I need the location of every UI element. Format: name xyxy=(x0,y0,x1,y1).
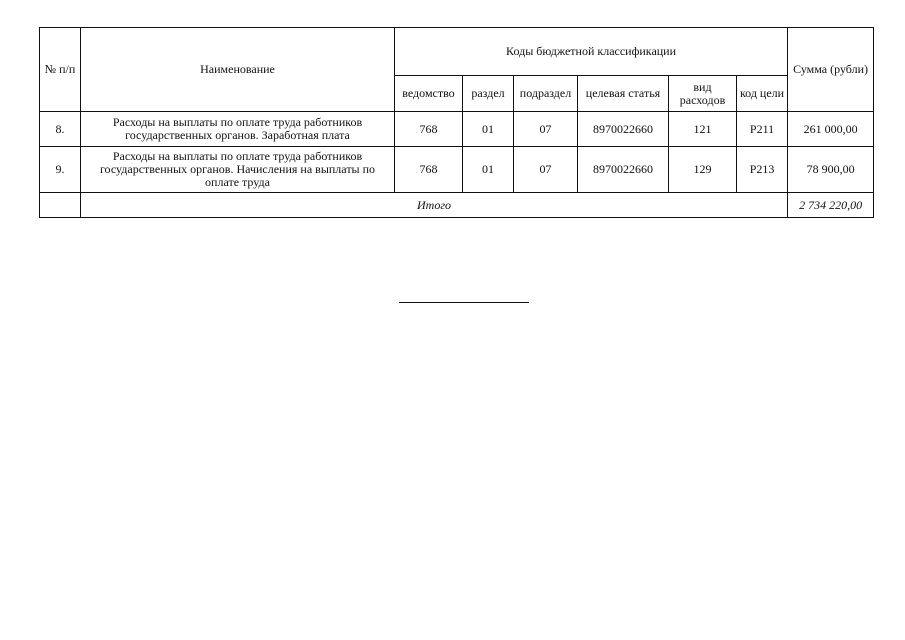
budget-table xyxy=(39,27,874,218)
row-vid: 121 xyxy=(669,112,737,147)
row-name: Расходы на выплаты по оплате труда работников государственных органов. Начисления на выплаты по оплате труда xyxy=(81,147,395,193)
row-razdel: 01 xyxy=(463,147,514,193)
header-name: Наименование xyxy=(81,28,395,112)
row-podrazdel: 07 xyxy=(514,112,578,147)
row-celevaya: 8970022660 xyxy=(578,147,669,193)
table-row xyxy=(40,147,874,193)
header-num: № п/п xyxy=(40,28,81,112)
header-razdel: раздел xyxy=(463,76,514,112)
row-celevaya: 8970022660 xyxy=(578,112,669,147)
header-codes-group: Коды бюджетной классификации xyxy=(395,28,788,76)
total-label: Итого xyxy=(81,193,788,218)
row-sum: 78 900,00 xyxy=(788,147,874,193)
row-sum: 261 000,00 xyxy=(788,112,874,147)
header-vedomstvo: ведомство xyxy=(395,76,463,112)
row-num: 9. xyxy=(40,147,81,193)
total-empty-cell xyxy=(40,193,81,218)
header-row-top xyxy=(40,28,874,76)
row-num: 8. xyxy=(40,112,81,147)
row-vid: 129 xyxy=(669,147,737,193)
total-sum: 2 734 220,00 xyxy=(788,193,874,218)
header-vid: вид расходов xyxy=(669,76,737,112)
row-kod-celi: Р213 xyxy=(737,147,788,193)
header-sum: Сумма (рубли) xyxy=(788,28,874,112)
row-podrazdel: 07 xyxy=(514,147,578,193)
table-row xyxy=(40,112,874,147)
row-kod-celi: Р211 xyxy=(737,112,788,147)
row-razdel: 01 xyxy=(463,112,514,147)
total-row xyxy=(40,193,874,218)
row-vedomstvo: 768 xyxy=(395,147,463,193)
header-kod-celi: код цели xyxy=(737,76,788,112)
row-name: Расходы на выплаты по оплате труда работников государственных органов. Заработная плата xyxy=(81,112,395,147)
separator-line xyxy=(399,302,529,303)
row-vedomstvo: 768 xyxy=(395,112,463,147)
header-celevaya: целевая статья xyxy=(578,76,669,112)
header-podrazdel: подраздел xyxy=(514,76,578,112)
